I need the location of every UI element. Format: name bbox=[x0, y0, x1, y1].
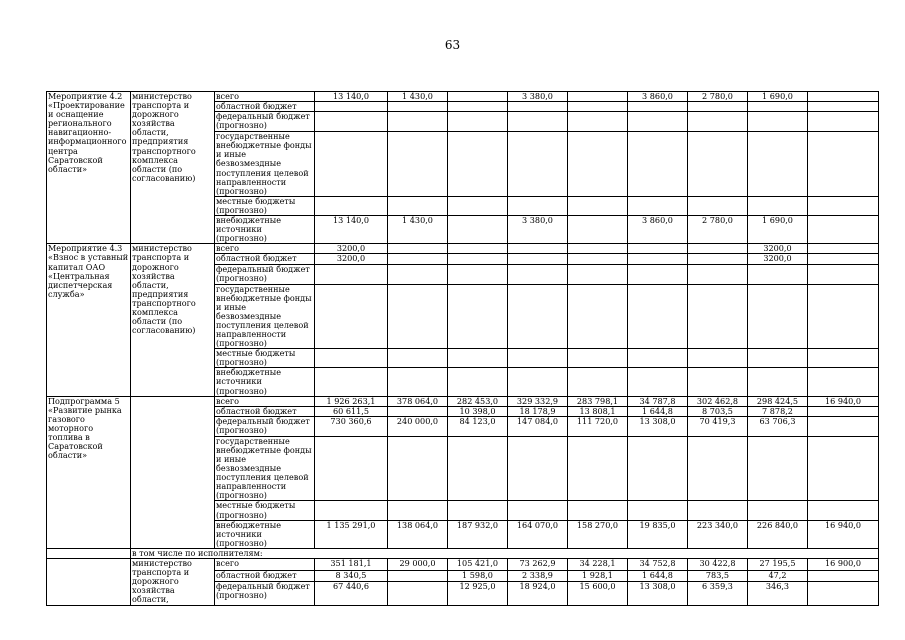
value-cell: 67 440,6 bbox=[315, 582, 388, 605]
value-cell: 351 181,1 bbox=[315, 559, 388, 571]
value-cell bbox=[628, 244, 688, 254]
value-cell bbox=[315, 112, 388, 132]
value-cell: 16 940,0 bbox=[808, 396, 879, 406]
value-cell bbox=[688, 264, 748, 284]
value-cell bbox=[388, 406, 448, 416]
value-cell: 34 752,8 bbox=[628, 559, 688, 571]
value-cell: 147 084,0 bbox=[508, 416, 568, 436]
value-cell bbox=[808, 254, 879, 264]
value-cell: 378 064,0 bbox=[388, 396, 448, 406]
value-cell bbox=[628, 254, 688, 264]
funding-source-cell: федеральный бюджет (прогнозно) bbox=[215, 582, 315, 605]
value-cell: 3200,0 bbox=[315, 244, 388, 254]
value-cell: 30 422,8 bbox=[688, 559, 748, 571]
value-cell: 18 178,9 bbox=[508, 406, 568, 416]
value-cell bbox=[808, 264, 879, 284]
value-cell bbox=[388, 501, 448, 520]
value-cell bbox=[688, 112, 748, 132]
value-cell bbox=[628, 132, 688, 197]
value-cell bbox=[508, 501, 568, 520]
value-cell bbox=[448, 349, 508, 368]
value-cell bbox=[808, 112, 879, 132]
value-cell bbox=[688, 254, 748, 264]
value-cell bbox=[448, 112, 508, 132]
value-cell: 34 787,8 bbox=[628, 396, 688, 406]
value-cell bbox=[688, 196, 748, 215]
value-cell bbox=[508, 284, 568, 349]
value-cell bbox=[808, 570, 879, 582]
value-cell bbox=[508, 264, 568, 284]
value-cell: 60 611,5 bbox=[315, 406, 388, 416]
value-cell bbox=[628, 112, 688, 132]
funding-source-cell: государственные внебюджетные фонды и иные безвозмездные поступления целевой направленности (прогнозно) bbox=[215, 132, 315, 197]
value-cell bbox=[388, 436, 448, 501]
value-cell bbox=[688, 501, 748, 520]
value-cell: 164 070,0 bbox=[508, 520, 568, 548]
value-cell bbox=[388, 264, 448, 284]
value-cell bbox=[808, 216, 879, 244]
value-cell bbox=[388, 349, 448, 368]
budget-table bbox=[46, 91, 879, 606]
value-cell bbox=[388, 254, 448, 264]
value-cell: 329 332,9 bbox=[508, 396, 568, 406]
value-cell: 2 780,0 bbox=[688, 216, 748, 244]
value-cell bbox=[808, 284, 879, 349]
value-cell bbox=[628, 368, 688, 396]
funding-source-cell: государственные внебюджетные фонды и иные безвозмездные поступления целевой направленности (прогнозно) bbox=[215, 284, 315, 349]
value-cell bbox=[315, 132, 388, 197]
value-cell bbox=[448, 501, 508, 520]
table-row bbox=[47, 559, 879, 571]
table-row bbox=[47, 244, 879, 254]
value-cell bbox=[808, 436, 879, 501]
funding-source-cell: внебюджетные источники (прогнозно) bbox=[215, 520, 315, 548]
value-cell: 73 262,9 bbox=[508, 559, 568, 571]
value-cell bbox=[808, 406, 879, 416]
value-cell bbox=[508, 196, 568, 215]
executor-cell: министерство транспорта и дорожного хозяйства области, предприятия транспортного комплекса области (по согласованию) bbox=[131, 92, 215, 244]
value-cell: 18 924,0 bbox=[508, 582, 568, 605]
value-cell: 70 419,3 bbox=[688, 416, 748, 436]
funding-source-cell: внебюджетные источники (прогнозно) bbox=[215, 368, 315, 396]
value-cell bbox=[808, 368, 879, 396]
funding-source-cell: областной бюджет bbox=[215, 406, 315, 416]
value-cell: 1 928,1 bbox=[568, 570, 628, 582]
value-cell: 240 000,0 bbox=[388, 416, 448, 436]
value-cell bbox=[628, 264, 688, 284]
value-cell bbox=[808, 349, 879, 368]
value-cell: 16 940,0 bbox=[808, 520, 879, 548]
value-cell: 8 340,5 bbox=[315, 570, 388, 582]
value-cell: 3200,0 bbox=[748, 244, 808, 254]
value-cell bbox=[748, 264, 808, 284]
value-cell bbox=[315, 436, 388, 501]
value-cell: 730 360,6 bbox=[315, 416, 388, 436]
value-cell: 1 430,0 bbox=[388, 216, 448, 244]
value-cell: 1 135 291,0 bbox=[315, 520, 388, 548]
value-cell bbox=[448, 244, 508, 254]
value-cell bbox=[508, 132, 568, 197]
value-cell bbox=[688, 284, 748, 349]
table-row bbox=[47, 548, 879, 558]
value-cell: 158 270,0 bbox=[568, 520, 628, 548]
value-cell: 63 706,3 bbox=[748, 416, 808, 436]
table-row bbox=[47, 396, 879, 406]
value-cell: 13 140,0 bbox=[315, 92, 388, 102]
value-cell bbox=[748, 501, 808, 520]
value-cell: 3 380,0 bbox=[508, 92, 568, 102]
value-cell: 13 308,0 bbox=[628, 416, 688, 436]
value-cell bbox=[388, 132, 448, 197]
value-cell bbox=[628, 196, 688, 215]
activity-name-cell: Мероприятие 4.2 «Проектирование и оснащение регионального навигационно-информационного центра Саратовской области» bbox=[47, 92, 131, 244]
value-cell bbox=[568, 254, 628, 264]
value-cell bbox=[688, 349, 748, 368]
value-cell bbox=[568, 132, 628, 197]
value-cell: 346,3 bbox=[748, 582, 808, 605]
value-cell: 1 690,0 bbox=[748, 92, 808, 102]
value-cell bbox=[688, 368, 748, 396]
value-cell bbox=[748, 368, 808, 396]
funding-source-cell: внебюджетные источники (прогнозно) bbox=[215, 216, 315, 244]
value-cell: 302 462,8 bbox=[688, 396, 748, 406]
value-cell bbox=[748, 196, 808, 215]
value-cell bbox=[568, 92, 628, 102]
value-cell bbox=[315, 196, 388, 215]
value-cell: 298 424,5 bbox=[748, 396, 808, 406]
value-cell bbox=[448, 196, 508, 215]
value-cell: 13 140,0 bbox=[315, 216, 388, 244]
value-cell: 3 380,0 bbox=[508, 216, 568, 244]
executor-cell: министерство транспорта и дорожного хозяйства области, bbox=[131, 559, 215, 605]
value-cell: 1 926 263,1 bbox=[315, 396, 388, 406]
table-row bbox=[47, 92, 879, 102]
value-cell bbox=[508, 244, 568, 254]
value-cell bbox=[508, 102, 568, 112]
funding-source-cell: местные бюджеты (прогнозно) bbox=[215, 349, 315, 368]
value-cell: 111 720,0 bbox=[568, 416, 628, 436]
value-cell: 6 359,3 bbox=[688, 582, 748, 605]
value-cell: 84 123,0 bbox=[448, 416, 508, 436]
value-cell bbox=[628, 501, 688, 520]
value-cell bbox=[315, 349, 388, 368]
funding-source-cell: государственные внебюджетные фонды и иные безвозмездные поступления целевой направленности (прогнозно) bbox=[215, 436, 315, 501]
value-cell: 282 453,0 bbox=[448, 396, 508, 406]
value-cell: 34 228,1 bbox=[568, 559, 628, 571]
value-cell bbox=[808, 102, 879, 112]
value-cell bbox=[388, 284, 448, 349]
value-cell bbox=[808, 416, 879, 436]
value-cell: 1 644,8 bbox=[628, 570, 688, 582]
value-cell: 3200,0 bbox=[748, 254, 808, 264]
value-cell bbox=[808, 582, 879, 605]
value-cell: 19 835,0 bbox=[628, 520, 688, 548]
value-cell bbox=[508, 349, 568, 368]
value-cell bbox=[388, 582, 448, 605]
value-cell: 47,2 bbox=[748, 570, 808, 582]
value-cell bbox=[628, 102, 688, 112]
value-cell bbox=[568, 216, 628, 244]
value-cell bbox=[508, 368, 568, 396]
value-cell: 13 808,1 bbox=[568, 406, 628, 416]
value-cell bbox=[388, 244, 448, 254]
value-cell bbox=[568, 368, 628, 396]
value-cell: 10 398,0 bbox=[448, 406, 508, 416]
value-cell bbox=[448, 216, 508, 244]
value-cell: 7 878,2 bbox=[748, 406, 808, 416]
value-cell bbox=[448, 264, 508, 284]
value-cell bbox=[808, 501, 879, 520]
value-cell: 187 932,0 bbox=[448, 520, 508, 548]
value-cell bbox=[688, 244, 748, 254]
value-cell bbox=[388, 112, 448, 132]
value-cell: 1 598,0 bbox=[448, 570, 508, 582]
value-cell bbox=[315, 264, 388, 284]
funding-source-cell: местные бюджеты (прогнозно) bbox=[215, 196, 315, 215]
value-cell: 783,5 bbox=[688, 570, 748, 582]
value-cell bbox=[748, 284, 808, 349]
value-cell: 2 780,0 bbox=[688, 92, 748, 102]
value-cell bbox=[628, 436, 688, 501]
funding-source-cell: федеральный бюджет (прогнозно) bbox=[215, 112, 315, 132]
value-cell bbox=[568, 501, 628, 520]
value-cell bbox=[388, 196, 448, 215]
value-cell: 15 600,0 bbox=[568, 582, 628, 605]
value-cell bbox=[448, 254, 508, 264]
value-cell bbox=[628, 349, 688, 368]
value-cell bbox=[388, 368, 448, 396]
value-cell bbox=[388, 102, 448, 112]
value-cell: 16 900,0 bbox=[808, 559, 879, 571]
value-cell: 105 421,0 bbox=[448, 559, 508, 571]
value-cell bbox=[568, 102, 628, 112]
value-cell bbox=[748, 349, 808, 368]
empty-cell bbox=[47, 559, 131, 605]
value-cell bbox=[748, 132, 808, 197]
funding-source-cell: всего bbox=[215, 244, 315, 254]
value-cell: 2 338,9 bbox=[508, 570, 568, 582]
funding-source-cell: федеральный бюджет (прогнозно) bbox=[215, 264, 315, 284]
value-cell bbox=[448, 132, 508, 197]
value-cell: 13 308,0 bbox=[628, 582, 688, 605]
executors-note-cell: в том числе по исполнителям: bbox=[131, 548, 879, 558]
value-cell: 138 064,0 bbox=[388, 520, 448, 548]
value-cell: 1 690,0 bbox=[748, 216, 808, 244]
funding-source-cell: областной бюджет bbox=[215, 254, 315, 264]
value-cell bbox=[748, 436, 808, 501]
funding-source-cell: областной бюджет bbox=[215, 570, 315, 582]
value-cell bbox=[688, 102, 748, 112]
value-cell: 226 840,0 bbox=[748, 520, 808, 548]
value-cell: 8 703,5 bbox=[688, 406, 748, 416]
value-cell bbox=[808, 132, 879, 197]
executor-cell bbox=[131, 396, 215, 548]
value-cell bbox=[448, 102, 508, 112]
empty-cell bbox=[47, 548, 131, 558]
value-cell bbox=[448, 368, 508, 396]
value-cell bbox=[315, 102, 388, 112]
value-cell bbox=[568, 349, 628, 368]
value-cell bbox=[688, 132, 748, 197]
value-cell bbox=[448, 92, 508, 102]
value-cell bbox=[688, 436, 748, 501]
value-cell bbox=[568, 264, 628, 284]
value-cell bbox=[388, 570, 448, 582]
value-cell bbox=[808, 196, 879, 215]
funding-source-cell: всего bbox=[215, 559, 315, 571]
value-cell: 3 860,0 bbox=[628, 92, 688, 102]
value-cell bbox=[568, 112, 628, 132]
activity-name-cell: Мероприятие 4.3 «Взнос в уставный капитал ОАО «Центральная диспетчерская служба» bbox=[47, 244, 131, 396]
value-cell bbox=[568, 284, 628, 349]
value-cell bbox=[315, 368, 388, 396]
value-cell: 283 798,1 bbox=[568, 396, 628, 406]
funding-source-cell: федеральный бюджет (прогнозно) bbox=[215, 416, 315, 436]
value-cell: 27 195,5 bbox=[748, 559, 808, 571]
executor-cell: министерство транспорта и дорожного хозяйства области, предприятия транспортного комплекса области (по согласованию) bbox=[131, 244, 215, 396]
value-cell bbox=[448, 284, 508, 349]
value-cell: 12 925,0 bbox=[448, 582, 508, 605]
value-cell: 1 644,8 bbox=[628, 406, 688, 416]
value-cell bbox=[508, 436, 568, 501]
value-cell bbox=[568, 436, 628, 501]
value-cell bbox=[748, 112, 808, 132]
value-cell: 223 340,0 bbox=[688, 520, 748, 548]
funding-source-cell: всего bbox=[215, 396, 315, 406]
page-number: 63 bbox=[444, 38, 461, 52]
value-cell: 3200,0 bbox=[315, 254, 388, 264]
funding-source-cell: областной бюджет bbox=[215, 102, 315, 112]
value-cell bbox=[508, 112, 568, 132]
value-cell bbox=[315, 501, 388, 520]
value-cell bbox=[628, 284, 688, 349]
value-cell: 29 000,0 bbox=[388, 559, 448, 571]
value-cell: 1 430,0 bbox=[388, 92, 448, 102]
value-cell: 3 860,0 bbox=[628, 216, 688, 244]
value-cell bbox=[748, 102, 808, 112]
value-cell bbox=[315, 284, 388, 349]
funding-source-cell: всего bbox=[215, 92, 315, 102]
activity-name-cell: Подпрограмма 5 «Развитие рынка газового моторного топлива в Саратовской области» bbox=[47, 396, 131, 548]
value-cell bbox=[808, 92, 879, 102]
value-cell bbox=[568, 244, 628, 254]
funding-source-cell: местные бюджеты (прогнозно) bbox=[215, 501, 315, 520]
value-cell bbox=[448, 436, 508, 501]
value-cell bbox=[808, 244, 879, 254]
value-cell bbox=[568, 196, 628, 215]
value-cell bbox=[508, 254, 568, 264]
